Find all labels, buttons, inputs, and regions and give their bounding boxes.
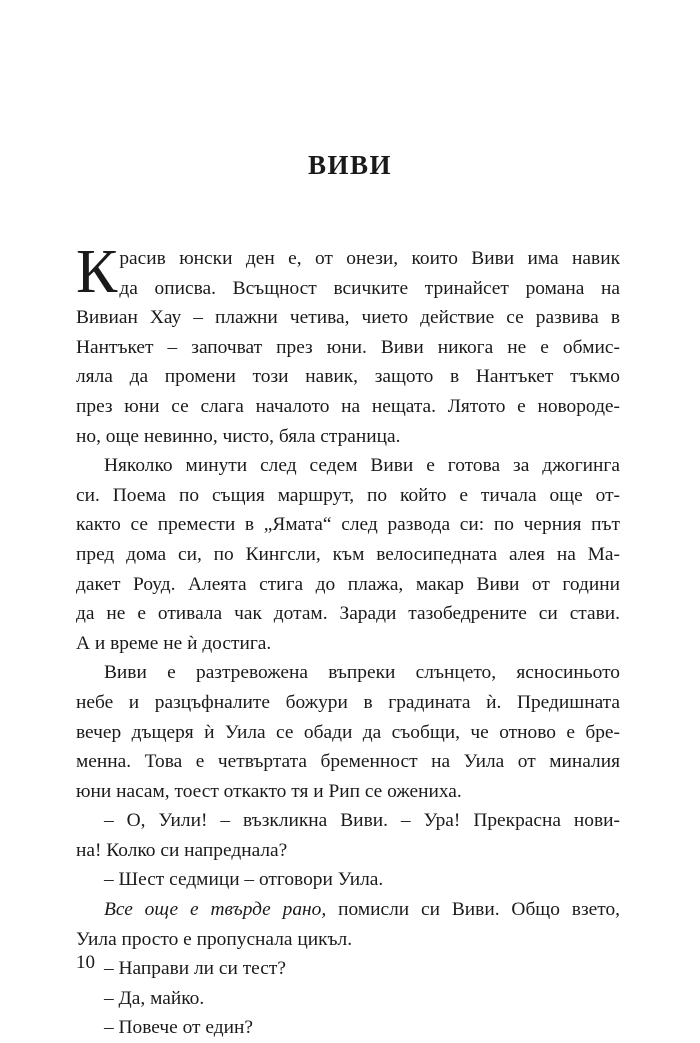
text-line: – Шест седмици – отговори Уила. bbox=[104, 869, 384, 891]
text-line: менна. Това е четвъртата бременност на Уила от миналия bbox=[76, 751, 620, 773]
dialogue-paragraph bbox=[76, 1013, 620, 1043]
text-line: пред дома си, по Кингсли, към велосипедната алея на Ма- bbox=[76, 543, 620, 565]
text-line: небе и разцъфналите божури в градината ѝ. Предишната bbox=[76, 691, 620, 713]
paragraph bbox=[76, 895, 620, 954]
text-line: но, още невинно, чисто, бяла страница. bbox=[76, 425, 401, 447]
text-line: юни насам, тоест откакто тя и Рип се ожениха. bbox=[76, 780, 462, 802]
text-line: Вивиан Хау – плажни четива, чието действие се развива в bbox=[76, 307, 620, 329]
text-line: ляла да промени този навик, защото в Нантъкет тъкмо bbox=[76, 366, 620, 388]
paragraph bbox=[76, 658, 620, 806]
page-number: 10 bbox=[76, 952, 95, 973]
text-line: Нантъкет – започват през юни. Виви никога не е обмис- bbox=[76, 336, 620, 358]
dialogue-paragraph bbox=[76, 865, 620, 895]
italic-thought: Все още е твърде рано, bbox=[104, 899, 327, 921]
text-line: на! Колко си напреднала? bbox=[76, 839, 288, 861]
paragraph bbox=[76, 238, 620, 451]
text-line: през юни се слага началото на нещата. Лятото е новороде- bbox=[76, 395, 620, 417]
chapter-title: ВИВИ bbox=[307, 150, 393, 180]
text-line: Виви е разтревожена въпреки слънцето, ясносиньото bbox=[104, 662, 620, 684]
text-line: – Направи ли си тест? bbox=[104, 958, 286, 980]
text-line: дакет Роуд. Алеята стига до плажа, макар Виви от години bbox=[76, 573, 620, 595]
text-line: Няколко минути след седем Виви е готова за джогинга bbox=[104, 455, 620, 477]
text-line: расив юнски ден е, от онези, които Виви има навик bbox=[119, 248, 620, 269]
text-line: – О, Уили! – възкликна Виви. – Ура! Прекрасна нови- bbox=[104, 810, 620, 832]
text-line: Уила просто е пропуснала цикъл. bbox=[76, 928, 353, 950]
text-line: да не е отивала чак дотам. Заради тазобедрените си стави. bbox=[76, 603, 620, 625]
text-line: да описва. Всъщност всичките тринайсет романа на bbox=[119, 277, 620, 299]
chapter-body bbox=[76, 238, 620, 1043]
text-line: А и време не ѝ достига. bbox=[76, 632, 272, 654]
text-line: вечер дъщеря ѝ Уила се обади да съобщи, че отново е бре- bbox=[76, 721, 620, 743]
dialogue-paragraph bbox=[76, 806, 620, 865]
text-fragment: помисли си Виви. Общо взето, bbox=[326, 899, 620, 921]
text-line: – Повече от един? bbox=[104, 1017, 253, 1039]
text-line: както се премести в „Ямата“ след развода си: по черния път bbox=[76, 514, 620, 536]
paragraph bbox=[76, 451, 620, 658]
text-line: си. Поема по същия маршрут, по който е тичала още от- bbox=[76, 484, 620, 506]
dialogue-paragraph bbox=[76, 984, 620, 1014]
text-line: – Да, майко. bbox=[104, 987, 205, 1009]
text-line bbox=[76, 895, 620, 925]
dialogue-paragraph bbox=[76, 954, 620, 984]
drop-cap: К bbox=[76, 238, 118, 306]
